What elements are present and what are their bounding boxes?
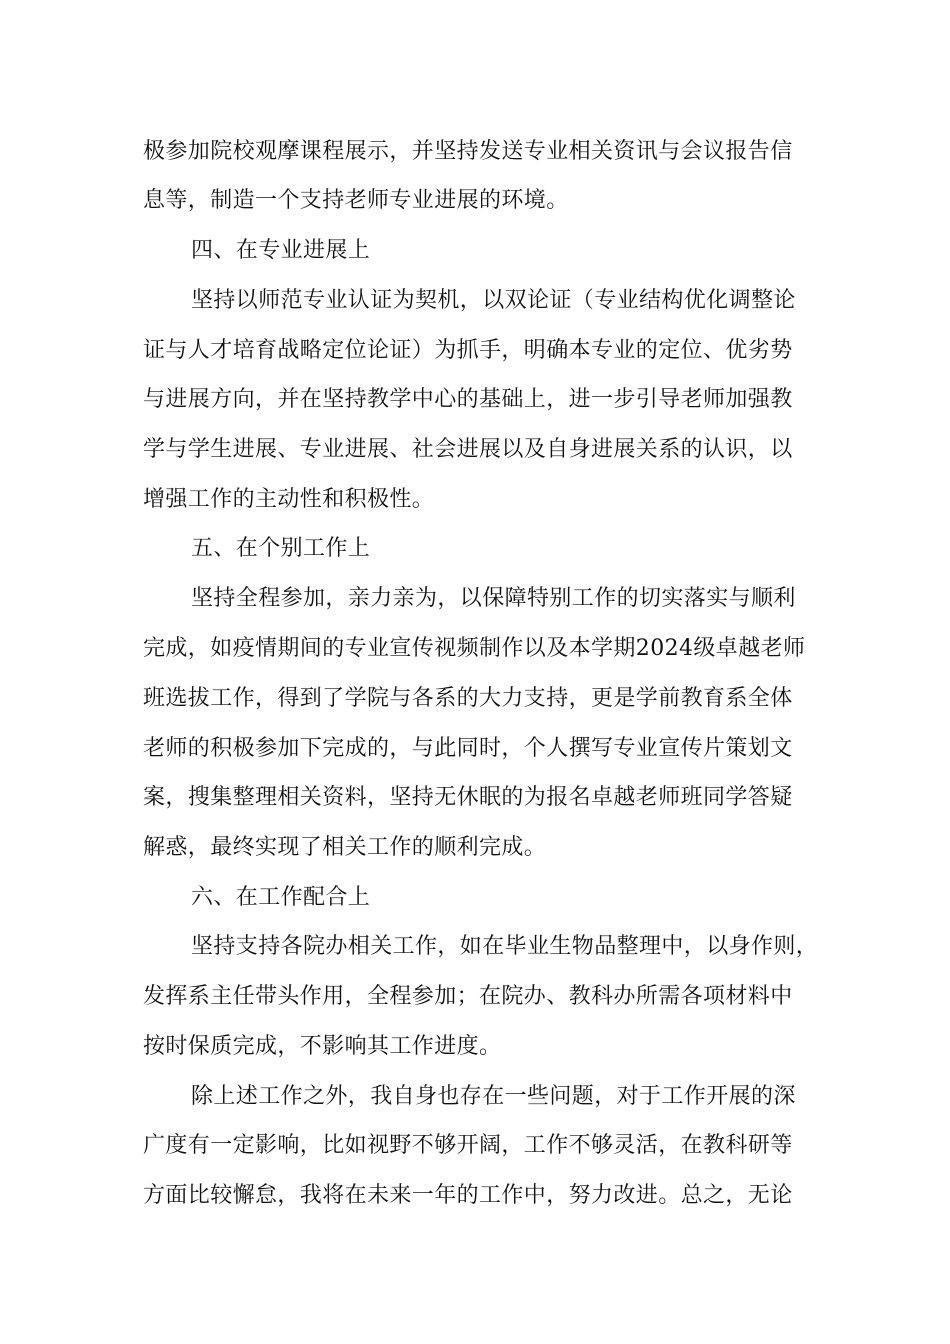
section-heading: 四、在专业进展上 <box>191 238 371 263</box>
text-line: 增强工作的主动性和积极性。 <box>143 487 435 512</box>
text-line: 老师的积极参加下完成的，与此同时，个人撰写专业宣传片策划文 <box>143 736 793 761</box>
text-line: 发挥系主任带头作用，全程参加；在院办、教科办所需各项材料中 <box>143 984 793 1009</box>
text-line: 坚持以师范专业认证为契机，以双论证（专业结构优化调整论 <box>191 288 796 313</box>
text-line: 息等，制造一个支持老师专业进展的环境。 <box>143 188 569 213</box>
text-line: 坚持支持各院办相关工作，如在毕业生物品整理中，以身作则， <box>191 934 819 959</box>
text-line: 除上述工作之外，我自身也存在一些问题，对于工作开展的深 <box>191 1084 796 1109</box>
text-line: 与进展方向，并在坚持教学中心的基础上，进一步引导老师加强教 <box>143 387 793 412</box>
text-line: 案，搜集整理相关资料，坚持无休眠的为报名卓越老师班同学答疑 <box>143 785 793 810</box>
text-line: 解惑，最终实现了相关工作的顺利完成。 <box>143 835 547 860</box>
text-line: 学与学生进展、专业进展、社会进展以及自身进展关系的认识，以 <box>143 437 793 462</box>
text-line: 证与人才培育战略定位论证）为抓手，明确本专业的定位、优劣势 <box>143 338 793 363</box>
text-line: 班选拔工作，得到了学院与各系的大力支持，更是学前教育系全体 <box>143 686 793 711</box>
text-line: 广度有一定影响，比如视野不够开阔，工作不够灵活，在教科研等 <box>143 1133 793 1158</box>
section-heading: 五、在个别工作上 <box>191 536 371 561</box>
text-line: 完成，如疫情期间的专业宣传视频制作以及本学期2024级卓越老师 <box>143 636 806 661</box>
text-line: 极参加院校观摩课程展示，并坚持发送专业相关资讯与会议报告信 <box>143 139 793 164</box>
text-line: 坚持全程参加，亲力亲为，以保障特别工作的切实落实与顺利 <box>191 586 796 611</box>
text-line: 方面比较懈怠，我将在未来一年的工作中，努力改进。总之，无论 <box>143 1183 793 1208</box>
text-line: 按时保质完成，不影响其工作进度。 <box>143 1034 502 1059</box>
section-heading: 六、在工作配合上 <box>191 885 371 910</box>
